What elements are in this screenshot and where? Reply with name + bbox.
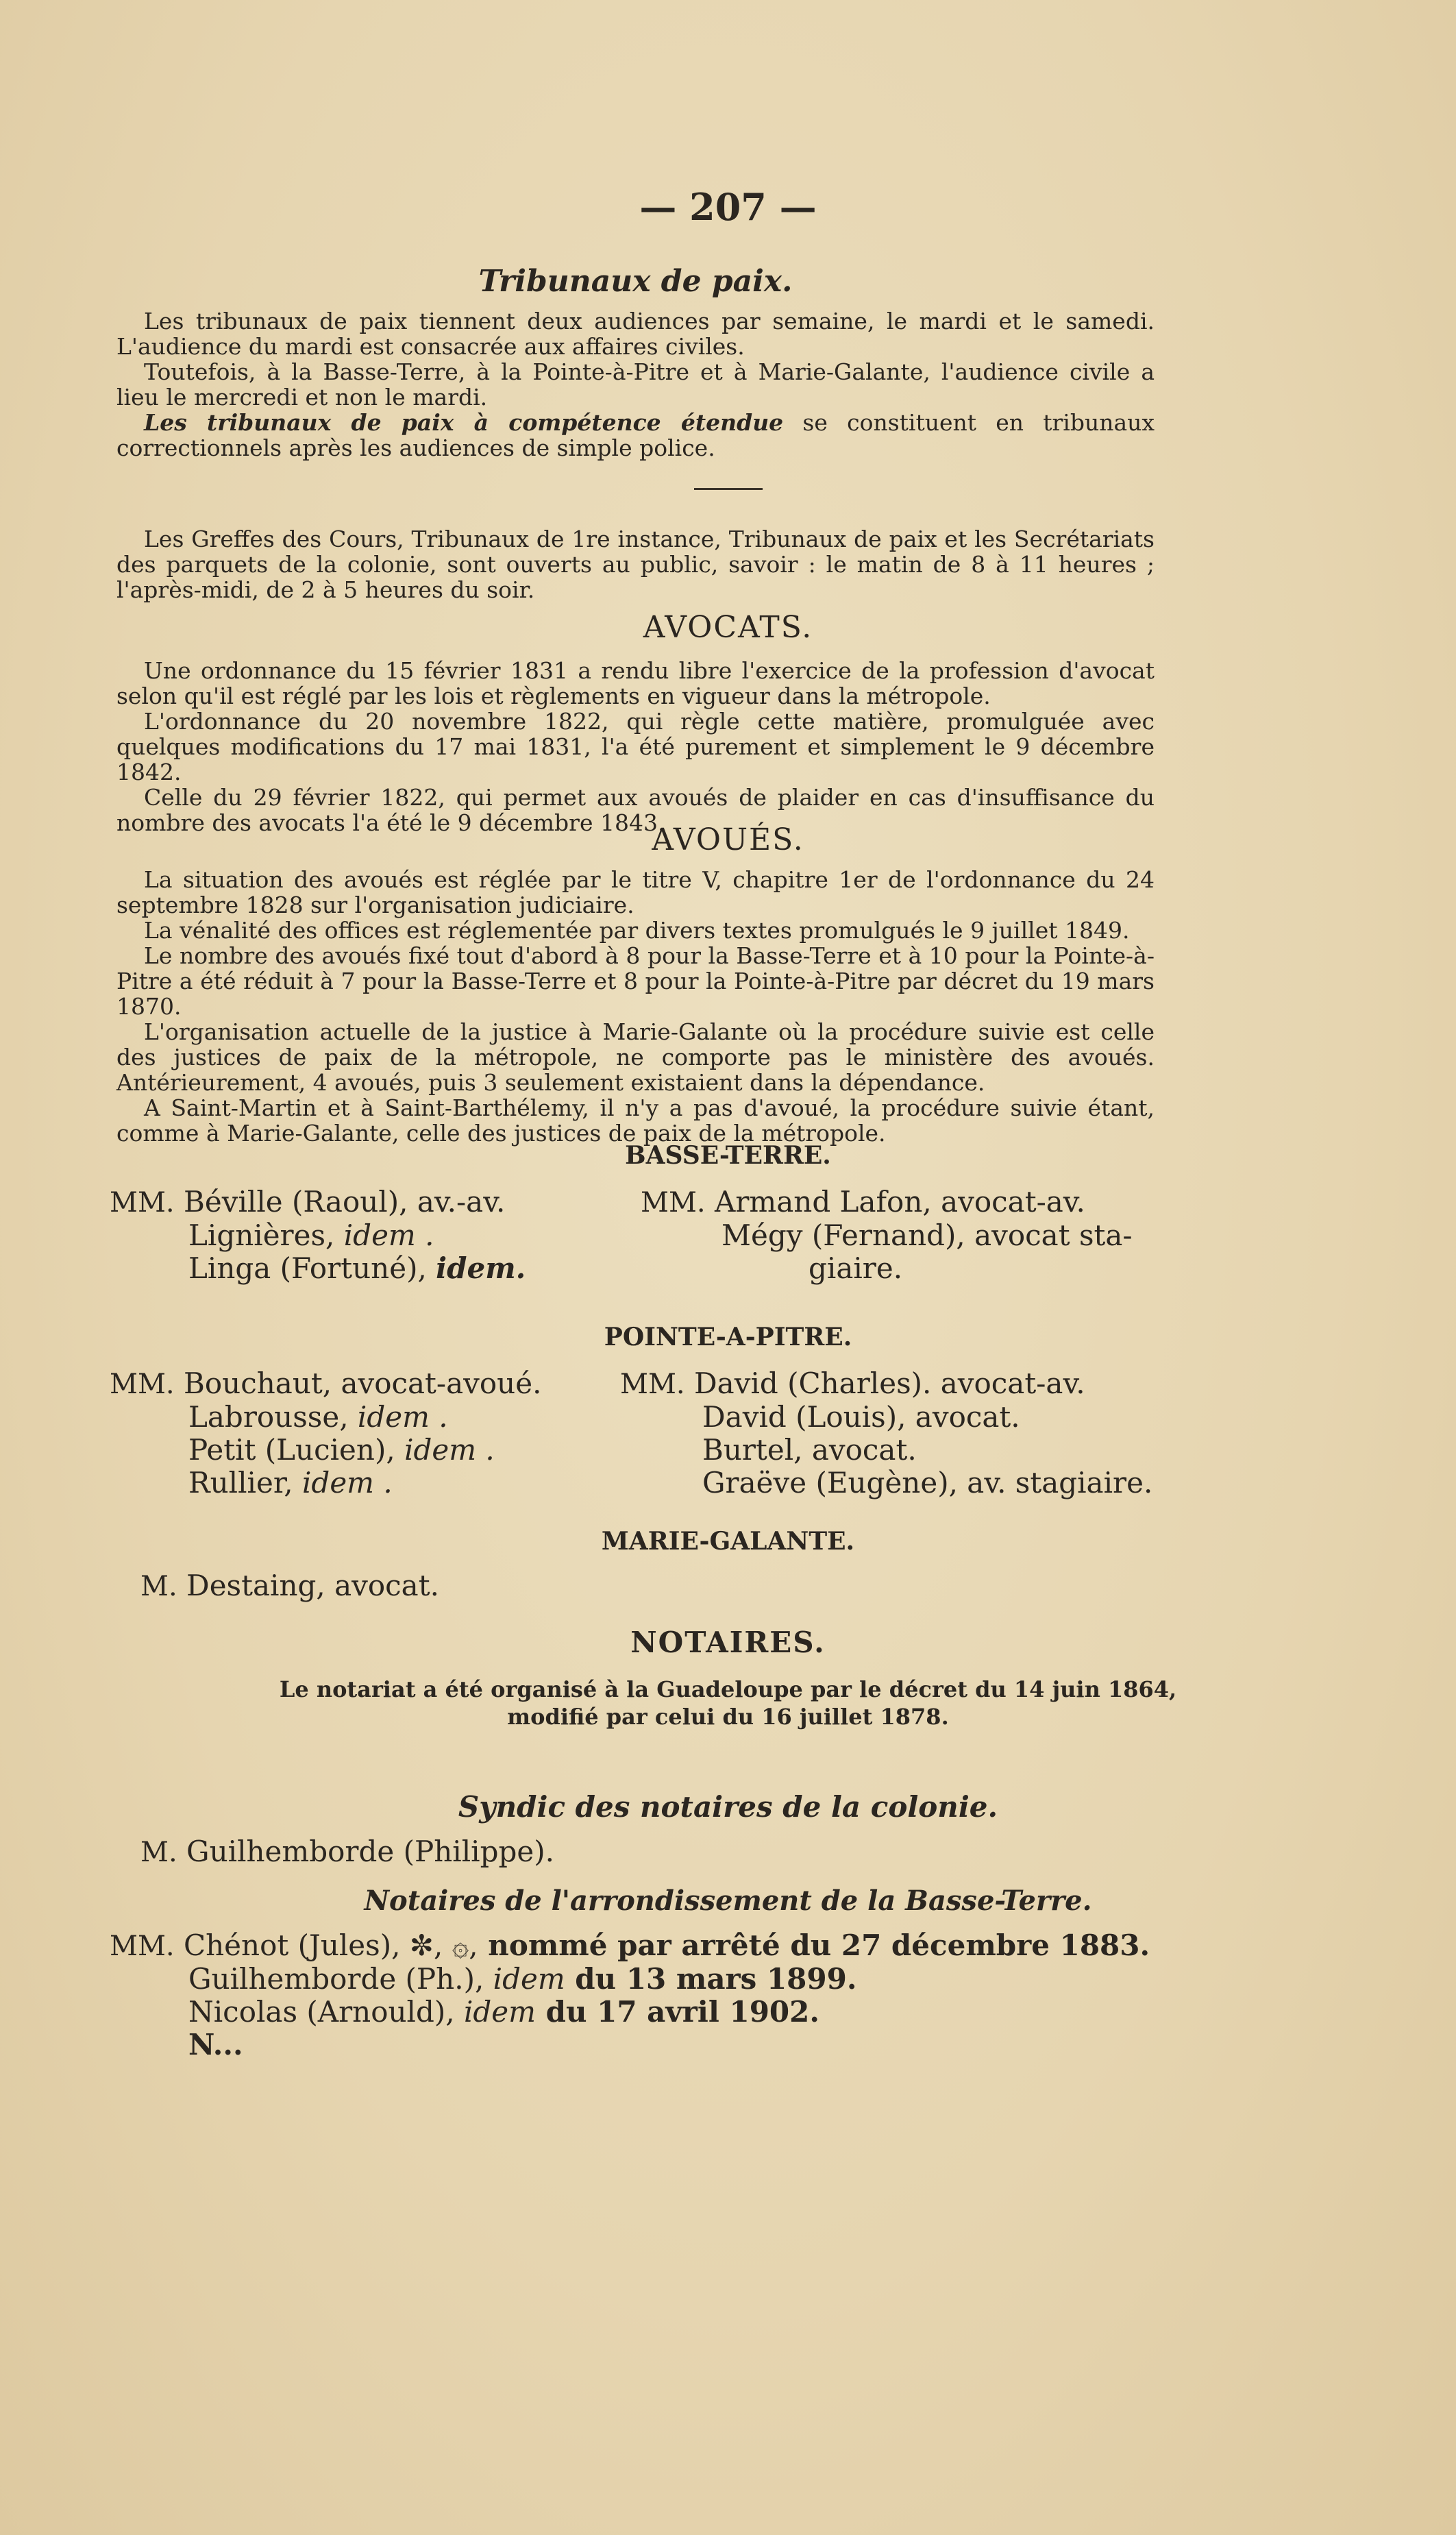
entry-role: av.-av.	[417, 1185, 506, 1218]
pointe-a-pitre-title: POINTE-A-PITRE.	[604, 1323, 852, 1351]
entry-role: idem .	[404, 1433, 495, 1467]
entry-name: Destaing, avocat.	[186, 1569, 439, 1602]
entry-role: idem .	[343, 1218, 434, 1252]
syndic-list	[140, 1835, 554, 1869]
prefix-mm: MM.	[110, 1369, 175, 1400]
entry-name: Linga (Fortuné),	[188, 1251, 427, 1285]
tribunaux-p1-text: Les tribunaux de paix tiennent deux audiences par semaine, le mardi et le samedi. L'audience du mardi est consacrée aux affaires civiles.	[116, 308, 1155, 360]
entry-name: Lignières,	[188, 1218, 335, 1252]
entry-role: idem.	[436, 1251, 526, 1285]
avoues-paragraph-2	[116, 918, 1155, 943]
avoues-paragraph-4	[116, 1019, 1155, 1095]
entry-name: Béville (Raoul),	[184, 1185, 408, 1218]
basse-terre-entry-5	[641, 1219, 1133, 1252]
pap-entry-7	[620, 1434, 1152, 1467]
notaire-entry-1	[110, 1929, 1150, 1963]
greffes-text: Les Greffes des Cours, Tribunaux de 1re instance, Tribunaux de paix et les Secrétariats des parquets de la colonie, sont ouverts au public, savoir : le matin de 8 à 11 heures ; l'après-midi, de 2 à 5 heures du soir.	[116, 526, 1155, 603]
notaire-entry-2	[110, 1963, 1150, 1996]
avoues-p1-text: La situation des avoués est réglée par le titre V, chapitre 1er de l'ordonnance du 24 septembre 1828 sur l'organisation judiciaire.	[116, 866, 1155, 918]
pap-entry-6	[620, 1401, 1152, 1434]
syndic-title: Syndic des notaires de la colonie.	[458, 1790, 998, 1824]
entry-name: Rullier,	[188, 1466, 293, 1499]
entry-name: Bouchaut, avocat-avoué.	[184, 1367, 542, 1400]
avoues-section	[116, 867, 1155, 1146]
basse-terre-entry-2	[110, 1219, 526, 1252]
avocats-paragraph-1	[116, 658, 1155, 709]
notaires-note-line-1: Le notariat a été organisé à la Guadeloupe par le décret du 14 juin 1864,	[279, 1676, 1177, 1702]
pap-entry-4	[110, 1467, 541, 1499]
entry-detail: du 17 avril 1902.	[535, 1995, 819, 2029]
entry-name: giaire.	[809, 1251, 903, 1285]
tribunaux-p3-text: se constituent en tribunaux correctionnels après les audiences de simple police.	[116, 409, 1155, 461]
notaire-entry-4	[110, 2029, 1150, 2061]
tribunaux-title: Tribunaux de paix.	[478, 264, 793, 299]
basse-terre-left-list	[110, 1186, 526, 1285]
greffes-section	[116, 526, 1155, 602]
entry-name: Chénot (Jules), ✼, ۞,	[184, 1928, 478, 1962]
entry-name: David (Louis), avocat.	[702, 1400, 1020, 1434]
basse-terre-entry-6	[641, 1252, 1133, 1285]
entry-name: Guilhemborde (Ph.),	[188, 1962, 484, 1996]
avocats-title: AVOCATS.	[643, 610, 813, 645]
page-number: — 207 —	[639, 185, 817, 229]
prefix-mm: MM.	[641, 1187, 706, 1218]
avocats-p3-text: Celle du 29 février 1822, qui permet aux avoués de plaider en cas d'insuffisance du nombre des avocats l'a été le 9 décembre 1843.	[116, 784, 1155, 836]
entry-name: Nicolas (Arnould),	[188, 1995, 455, 2029]
basse-terre-entry-1	[110, 1186, 526, 1219]
pointe-a-pitre-left-list	[110, 1367, 541, 1499]
prefix-mm: MM.	[620, 1369, 685, 1400]
entry-name: Petit (Lucien),	[188, 1433, 395, 1467]
tribunaux-section	[116, 308, 1155, 461]
pap-entry-3	[110, 1434, 541, 1467]
basse-terre-entry-4	[641, 1186, 1133, 1219]
entry-name: Guilhemborde (Philippe).	[186, 1835, 554, 1868]
marie-galante-entry	[140, 1569, 439, 1603]
prefix-mm: MM.	[110, 1931, 175, 1962]
avocats-p1-text: Une ordonnance du 15 février 1831 a rendu libre l'exercice de la profession d'avocat selon qu'il est réglé par les lois et règlements en vigueur dans la métropole.	[116, 657, 1155, 709]
tribunaux-paragraph-2	[116, 359, 1155, 410]
entry-name: David (Charles). avocat-av.	[694, 1367, 1085, 1400]
tribunaux-p2-text: Toutefois, à la Basse-Terre, à la Pointe-à-Pitre et à Marie-Galante, l'audience civile a lieu le mercredi et non le mardi.	[116, 358, 1155, 411]
tribunaux-paragraph-1	[116, 308, 1155, 359]
pointe-a-pitre-right-list	[620, 1367, 1152, 1499]
basse-terre-entry-3	[110, 1252, 526, 1285]
prefix-m: M.	[140, 1837, 177, 1868]
entry-name: Armand Lafon, avocat-av.	[715, 1185, 1085, 1218]
notaire-entry-3	[110, 1996, 1150, 2029]
tribunaux-title-wrap	[116, 264, 1155, 299]
prefix-mm: MM.	[110, 1187, 175, 1218]
avoues-p5-text: A Saint-Martin et à Saint-Barthélemy, il n'y a pas d'avoué, la procédure suivie étant, comme à Marie-Galante, celle des justices de paix de la métropole.	[116, 1094, 1155, 1147]
divider-rule	[0, 488, 1456, 490]
avoues-paragraph-3	[116, 943, 1155, 1019]
marie-galante-list	[140, 1569, 439, 1603]
avocats-section	[116, 658, 1155, 835]
tribunaux-p3-italic: Les tribunaux de paix à compétence étendue	[144, 409, 784, 436]
pap-entry-2	[110, 1401, 541, 1434]
entry-idem: idem	[454, 1995, 536, 2029]
notaires-list	[110, 1929, 1150, 2061]
avoues-paragraph-5	[116, 1095, 1155, 1146]
entry-idem: idem	[484, 1962, 565, 1996]
notaires-arrondissement-title: Notaires de l'arrondissement de la Basse-Terre.	[364, 1885, 1092, 1917]
entry-detail: nommé par arrêté du 27 décembre 1883.	[478, 1928, 1150, 1962]
notaires-note	[0, 1676, 1456, 1730]
avocats-paragraph-2	[116, 709, 1155, 785]
pap-entry-5	[620, 1367, 1152, 1401]
tribunaux-paragraph-3	[116, 410, 1155, 461]
avoues-title: AVOUÉS.	[652, 822, 804, 857]
avoues-p2-text: La vénalité des offices est réglementée par divers textes promulgués le 9 juillet 1849.	[144, 917, 1130, 944]
entry-role: idem .	[302, 1466, 393, 1499]
pap-entry-8	[620, 1467, 1152, 1499]
entry-role: idem .	[357, 1400, 448, 1434]
entry-name: Burtel, avocat.	[702, 1433, 917, 1467]
prefix-m: M.	[140, 1571, 177, 1602]
entry-name: Graëve (Eugène), av. stagiaire.	[702, 1466, 1153, 1499]
entry-detail: du 13 mars 1899.	[565, 1962, 857, 1996]
pap-entry-1	[110, 1367, 541, 1401]
marie-galante-title: MARIE-GALANTE.	[601, 1527, 855, 1556]
basse-terre-title: BASSE-TERRE.	[625, 1141, 831, 1170]
entry-name: Mégy (Fernand), avocat sta-	[721, 1218, 1133, 1252]
entry-name: Labrousse,	[188, 1400, 349, 1434]
notaires-title: NOTAIRES.	[630, 1626, 826, 1659]
avocats-p2-text: L'ordonnance du 20 novembre 1822, qui règle cette matière, promulguée avec quelques modifications du 17 mai 1831, l'a été purement et simplement le 9 décembre 1842.	[116, 708, 1155, 785]
greffes-paragraph	[116, 526, 1155, 602]
notaires-note-line-2: modifié par celui du 16 juillet 1878.	[507, 1704, 949, 1730]
syndic-entry	[140, 1835, 554, 1869]
entry-name: N...	[188, 2028, 243, 2061]
avoues-p4-text: L'organisation actuelle de la justice à Marie-Galante où la procédure suivie est celle des justices de paix de la métropole, ne comporte pas le ministère des avoués. Antérieurement, 4 avoués, puis 3 seulement existaient dans la dépendance.	[116, 1018, 1155, 1096]
avoues-paragraph-1	[116, 867, 1155, 918]
basse-terre-right-list	[641, 1186, 1133, 1285]
avoues-p3-text: Le nombre des avoués fixé tout d'abord à 8 pour la Basse-Terre et à 10 pour la Pointe-à-Pitre a été réduit à 7 pour la Basse-Terre et 8 pour la Pointe-à-Pitre par décret du 19 mars 1870.	[116, 942, 1155, 1020]
